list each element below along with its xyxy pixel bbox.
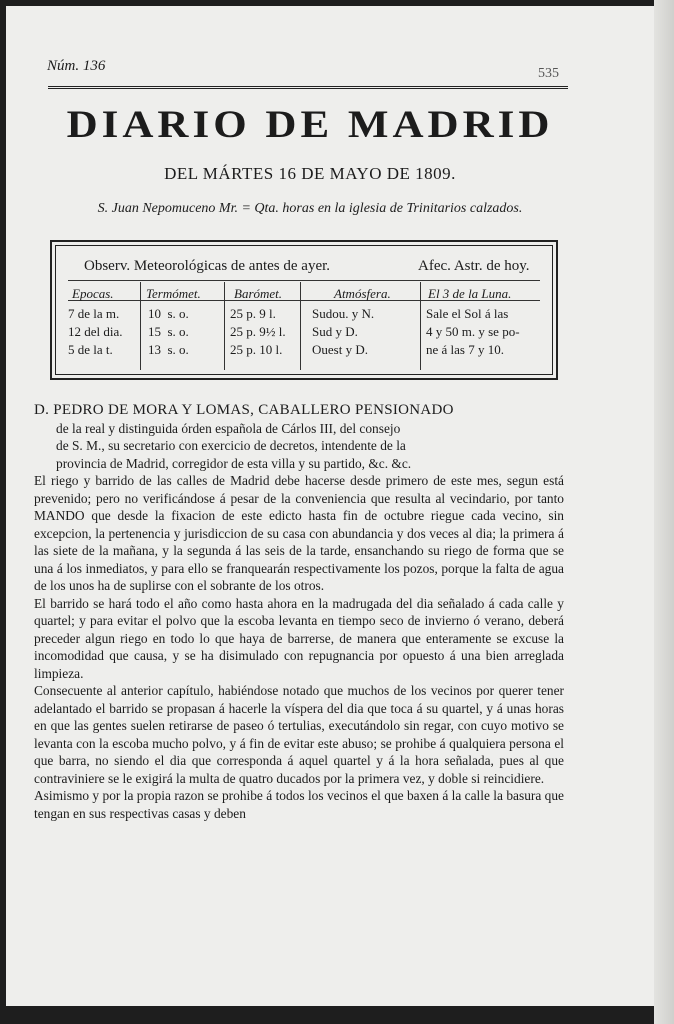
col-barometro: Barómet. [234,286,283,301]
weather-heading: Observ. Meteorológicas de antes de ayer. [84,258,331,274]
row3-barometro: 25 p. 10 l. [230,342,283,357]
moon-line-2: 4 y 50 m. y se po- [426,324,520,339]
paragraph-asimismo: Asimismo y por la propia razon se prohibe á todos los vecinos el que baxen á la calle la basura que tengan en sus respectivas casas y deben [34,788,564,821]
masthead-rule [48,86,568,89]
moon-line-1: Sale el Sol á las [426,306,509,321]
page-number: 535 [538,66,559,81]
page-gutter [654,0,674,1024]
row2-epoca: 12 del dia. [68,324,123,339]
col-luna: El 3 de la Luna. [428,286,512,301]
paragraph-barrido: El barrido se hará todo el año como hasta ahora en la madrugada del dia señalado á cada calle y quartel; y para evitar el polvo que la escoba levanta en tiempo seco de invierno ó verano, deberá preceder algun riego en todo lo que haya de barrerse, de manera que enteramente se excuse la incomodidad que causa, y se ha disimulado con repugnancia por opuesto á una bien arreglada limpieza. [34,595,564,681]
article-heading: D. PEDRO DE MORA Y LOMAS, CABALLERO PENSIONADO [34,402,454,418]
col-epocas: Epocas. [72,286,114,301]
moon-line-3: ne á las 7 y 10. [426,342,504,357]
astro-heading: Afec. Astr. de hoy. [418,258,530,274]
row1-barometro: 25 p. 9 l. [230,306,276,321]
row1-termometro: 10 s. o. [148,306,189,321]
col-termometro: Termómet. [146,286,201,301]
row1-epoca: 7 de la m. [68,306,120,321]
col-atmosfera: Atmósfera. [334,286,391,301]
heading-cont-1: de la real y distinguida órden española de Cárlos III, del consejo [56,420,401,436]
weather-table [50,240,558,380]
row3-termometro: 13 s. o. [148,342,189,357]
issue-number: Núm. 136 [47,58,106,74]
saint-of-the-day: S. Juan Nepomuceno Mr. = Qta. horas en la iglesia de Trinitarios calzados. [97,201,523,216]
row2-termometro: 15 s. o. [148,324,189,339]
issue-date: DEL MÁRTES 16 DE MAYO DE 1809. [164,164,456,183]
heading-cont-3: provincia de Madrid, corregidor de esta villa y su partido, &c. &c. [56,455,412,471]
edict-article [34,402,564,822]
row2-atmosfera: Sud y D. [312,324,358,339]
newspaper-page [6,6,654,1006]
row3-atmosfera: Ouest y D. [312,342,368,357]
paragraph-consecuente: Consecuente al anterior capítulo, habiéndose notado que muchos de los vecinos por querer tener adelantado el barrido se propasan á hacerle la víspera del dia que toca á su quartel, y á unas horas en que las gentes suelen retirarse de paseo ó tertulias, executándolo sin regar, con cuyo motivo se levanta con la escoba mucho polvo, y á fin de evitar este abuso; se prohibe á qualquiera persona el que barra, no siendo el dia que corresponda á aquel quartel y á la hora señalada, pues al que contraviniere se le exigirá la multa de quatro ducados por la primera vez, y doble si reincidiere. [34,683,564,786]
row2-barometro: 25 p. 9½ l. [230,324,286,339]
paragraph-riego: El riego y barrido de las calles de Madrid debe hacerse desde primero de este mes, segun está prevenido; pero no verificándose á pesar de la conveniencia que resulta al vecindario, por tanto MANDO que desde la fixacion de este edicto hasta fin de octubre riegue cada vecino, sin excepcion, la pertenencia y jurisdiccion de su casa con abundancia y dos veces al dia; la primera á las siete de la mañana, y la segunda á las seis de la tarde, ensanchando su riego de forma que se una á los inmediatos, y para ello se franquearán respectivamente los pozos, porque la falta de agua de los unos ha de suplirse con el sobrante de los otros. [34,473,564,593]
heading-cont-2: de S. M., su secretario con exercicio de decretos, intendente de la [56,438,406,453]
row3-epoca: 5 de la t. [68,342,113,357]
row1-atmosfera: Sudou. y N. [312,306,375,321]
newspaper-title: DIARIO DE MADRID [66,102,554,147]
